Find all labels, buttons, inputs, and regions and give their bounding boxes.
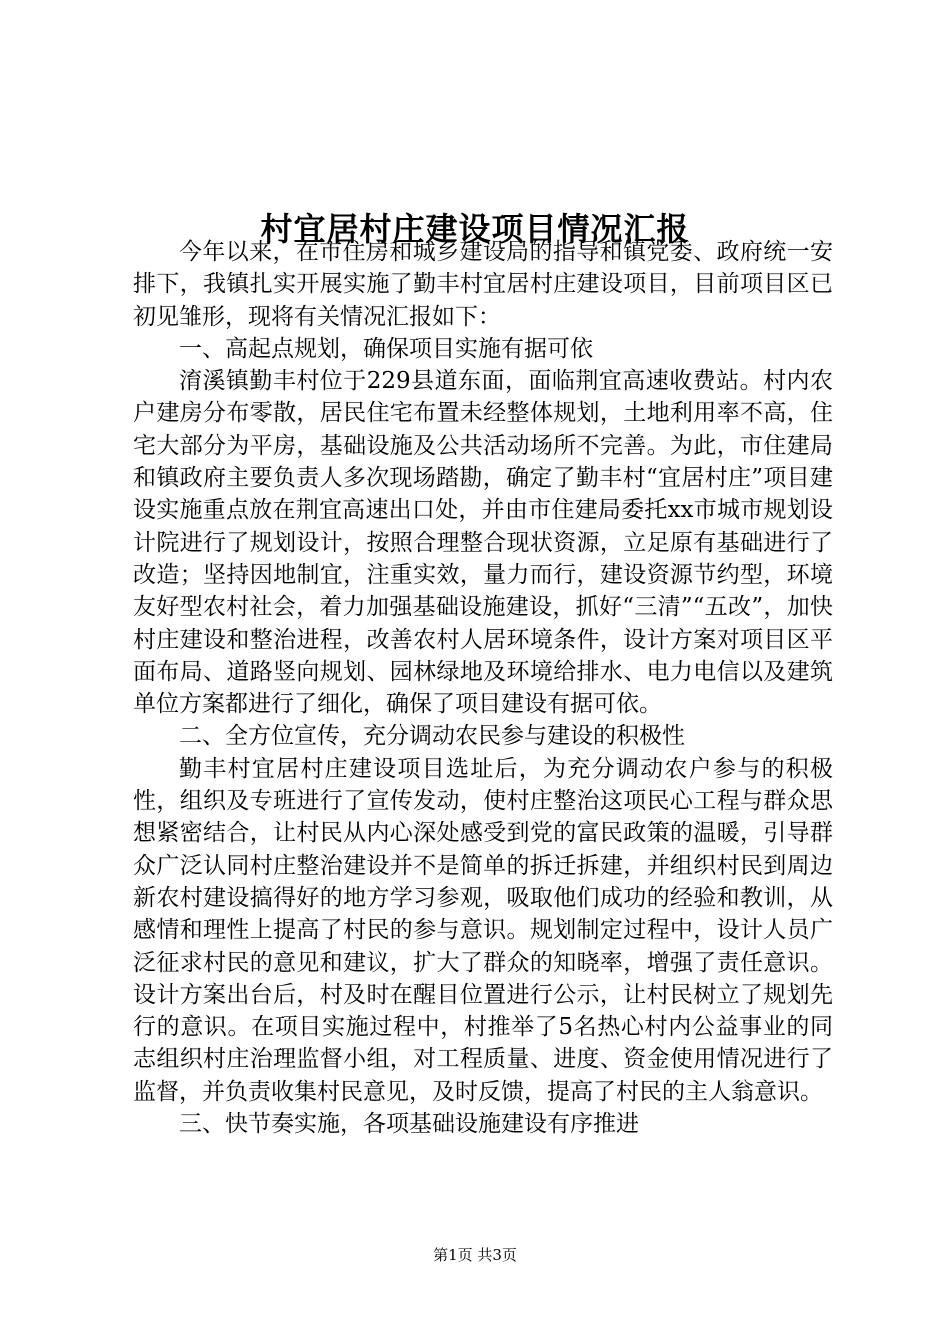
document-body — [133, 236, 833, 1140]
document-title: 村宜居村庄建设项目情况汇报 — [260, 210, 690, 249]
section-1-paragraph: 淯溪镇勤丰村位于229县道东面，面临荆宜高速收费站。村内农户建房分布零散，居民住宅布置未经整体规划，土地利用率不高，住宅大部分为平房，基础设施及公共活动场所不完善。为此，市住建局和镇政府主要负责人多次现场踏勘，确定了勤丰村“宜居村庄”项目建设实施重点放在荆宜高速出口处，并由市住建局委托xx市城市规划设计院进行了规划设计，按照合理整合现状资源，立足原有基础进行了改造；坚持因地制宜，注重实效，量力而行，建设资源节约型，环境友好型农村社会，着力加强基础设施建设，抓好“三清”“五改”，加快村庄建设和整治进程，改善农村人居环境条件，设计方案对项目区平面布局、道路竖向规划、园林绿地及环境给排水、电力电信以及建筑单位方案都进行了细化，确保了项目建设有据可依。 — [133, 368, 833, 718]
intro-paragraph: 今年以来，在市住房和城乡建设局的指导和镇党委、政府统一安排下，我镇扎实开展实施了勤丰村宜居村庄建设项目，目前项目区已初见雏形，现将有关情况汇报如下： — [133, 239, 833, 330]
section-heading-3: 三、快节奏实施，各项基础设施建设有序推进 — [179, 1111, 639, 1138]
page-number-footer: 第1页 共3页 — [433, 1246, 517, 1264]
section-heading-1: 一、高起点规划，确保项目实施有据可依 — [179, 335, 593, 362]
section-heading-2: 二、全方位宣传，充分调动农民参与建设的积极性 — [179, 723, 685, 750]
section-2-paragraph: 勤丰村宜居村庄建设项目选址后，为充分调动农户参与的积极性，组织及专班进行了宣传发动，使村庄整治这项民心工程与群众思想紧密结合，让村民从内心深处感受到党的富民政策的温暖，引导群众广泛认同村庄整治建设并不是简单的拆迁拆建，并组织村民到周边新农村建设搞得好的地方学习参观，吸取他们成功的经验和教训，从感情和理性上提高了村民的参与意识。规划制定过程中，设计人员广泛征求村民的意见和建议，扩大了群众的知晓率，增强了责任意识。设计方案出台后，村及时在醒目位置进行公示，让村民树立了规划先行的意识。在项目实施过程中，村推举了5名热心村内公益事业的同志组织村庄治理监督小组，对工程质量、进度、资金使用情况进行了监督，并负责收集村民意见，及时反馈，提高了村民的主人翁意识。 — [133, 755, 833, 1105]
